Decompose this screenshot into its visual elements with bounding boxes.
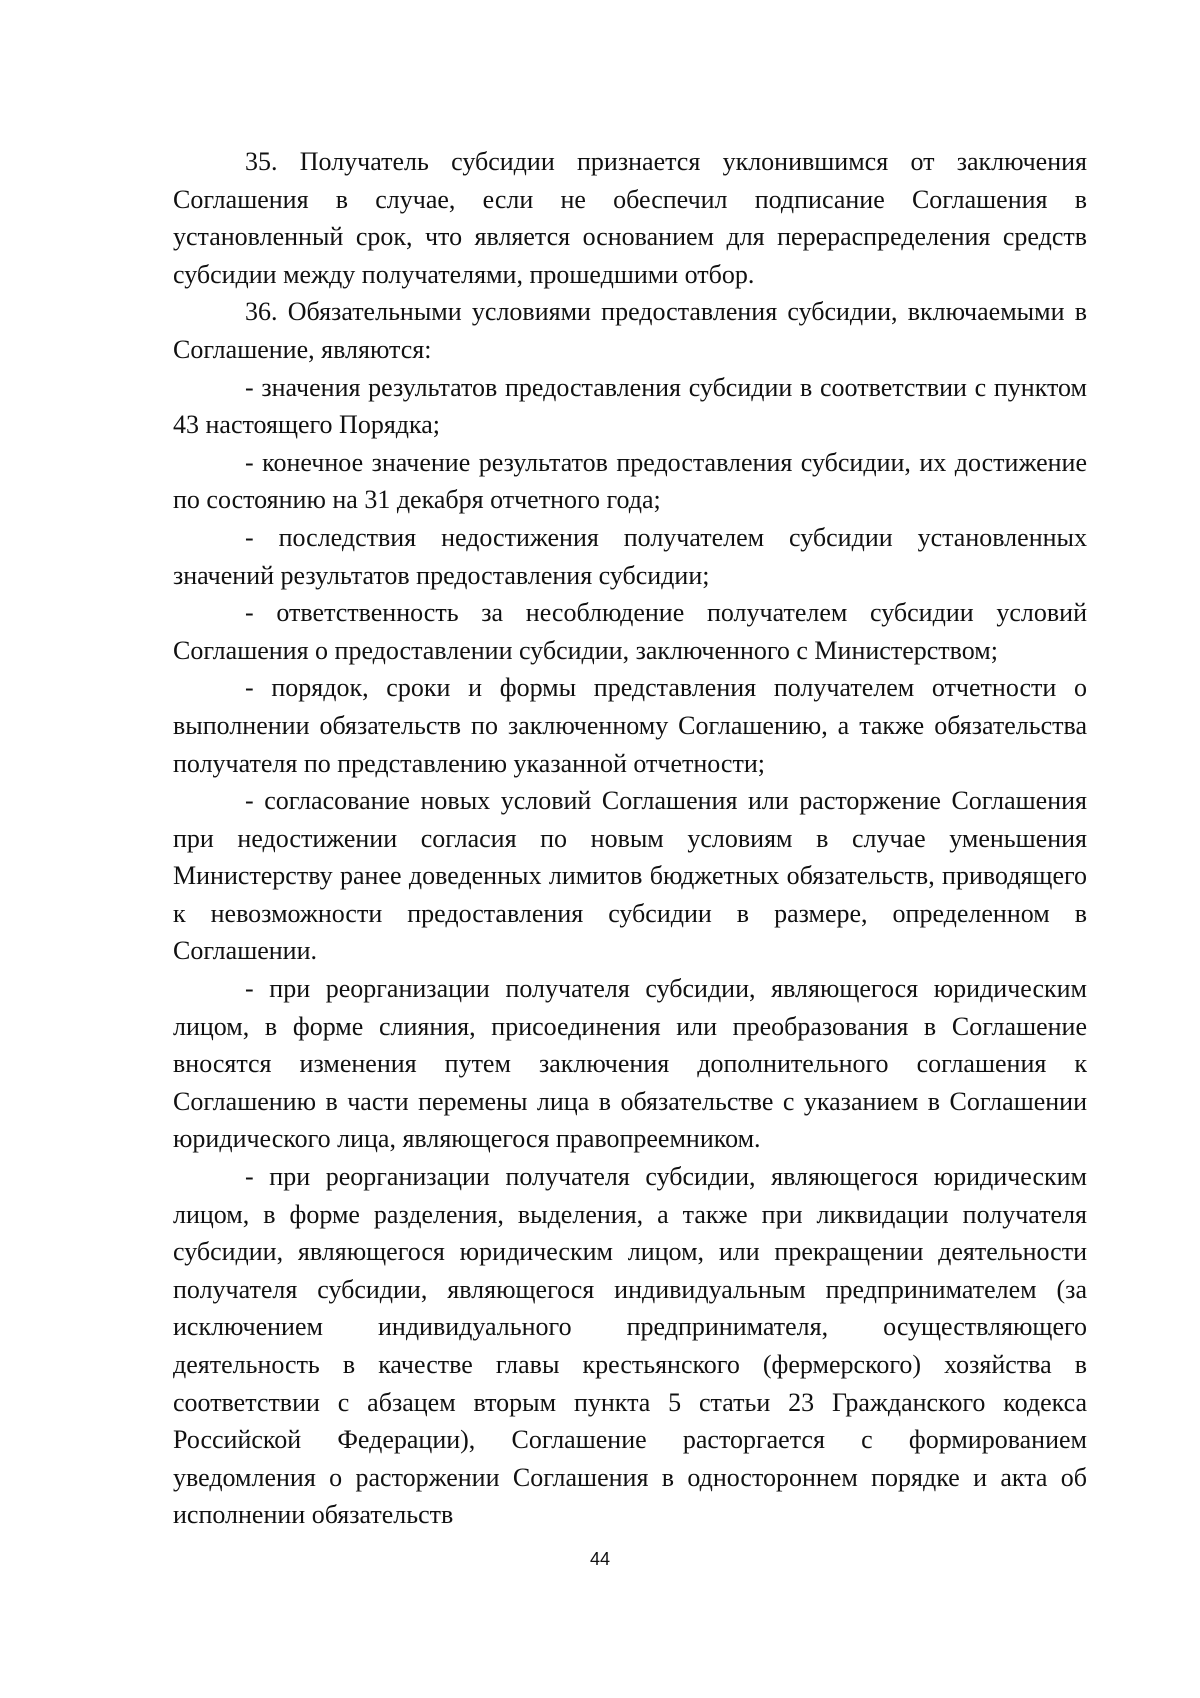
list-item-reorganization-merger: - при реорганизации получателя субсидии, являющегося юридическим лицом, в форме слияния, присоединения или преобразования в Соглашение вносятся изменения путем заключения дополнительного соглашения к Соглашению в части перемены лица в обязательстве с указанием в Соглашении юридического лица, являющегося правопреемником. [173,974,1087,1154]
list-item-responsibility: - ответственность за несоблюдение получателем субсидии условий Соглашения о предоставлении субсидии, заключенного с Министерством; [173,598,1087,665]
list-item-final-value: - конечное значение результатов предоставления субсидии, их достижение по состоянию на 31 декабря отчетного года; [173,447,1087,515]
document-body [173,143,1087,1534]
list-item-results-values: - значения результатов предоставления субсидии в соответствии с пунктом 43 настоящего Порядка; [173,372,1087,440]
page-number: 44 [589,1549,611,1569]
list-item-new-conditions: - согласование новых условий Соглашения или расторжение Соглашения при недостижении согласия по новым условиям в случае уменьшения Министерству ранее доведенных лимитов бюджетных обязательств, приводящего к невозможности предоставления субсидии в размере, определенном в Соглашении. [173,786,1087,966]
list-item-consequences: - последствия недостижения получателем субсидии установленных значений результатов предоставления субсидии; [173,522,1087,590]
paragraph-36: 36. Обязательными условиями предоставления субсидии, включаемыми в Соглашение, являются: [173,297,1087,364]
list-item-reporting: - порядок, сроки и формы представления получателем отчетности о выполнении обязательств по заключенному Соглашению, а также обязательства получателя по представлению указанной отчетности; [173,673,1087,778]
paragraph-35: 35. Получатель субсидии признается уклонившимся от заключения Соглашения в случае, если не обеспечил подписание Соглашения в установленный срок, что является основанием для перераспределения средств субсидии между получателями, прошедшими отбор. [173,147,1087,289]
list-item-reorganization-division: - при реорганизации получателя субсидии, являющегося юридическим лицом, в форме разделения, выделения, а также при ликвидации получателя субсидии, являющегося юридическим лицом, или прекращении деятельности получателя субсидии, являющегося индивидуальным предпринимателем (за исключением индивидуального предпринимателя, осуществляющего деятельность в качестве главы крестьянского (фермерского) хозяйства в соответствии с абзацем вторым пункта 5 статьи 23 Гражданского кодекса Российской Федерации), Соглашение расторгается с формированием уведомления о расторжении Соглашения в одностороннем порядке и акта об исполнении обязательств [173,1162,1087,1530]
